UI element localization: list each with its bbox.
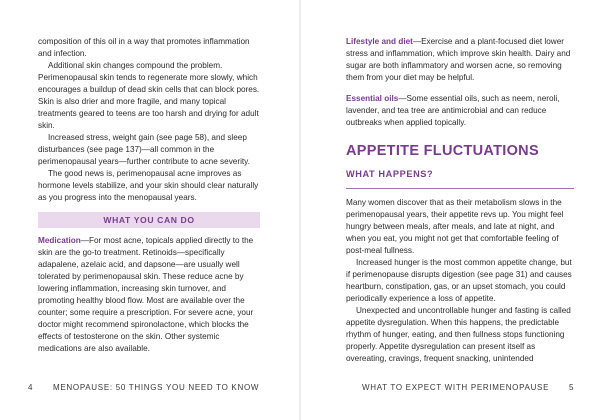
right-page (346, 36, 574, 365)
page-gutter (299, 0, 301, 420)
medication-lead: Medication (38, 236, 81, 245)
right-paragraph-2: Increased hunger is the most common appetite change, but if perimenopause disrupts digestion (see page 31) and causes heartburn, constipation, gas, or an upset stomach, you could periodically experience a loss of appetite. (346, 258, 572, 303)
right-page-number: 5 (569, 383, 575, 392)
lifestyle-text: —Exercise and a plant-focused diet lower stress and inflammation, which improve skin health. Dairy and sugar are both inflammatory and worsen acne, so removing them from your diet may be helpful. (346, 37, 571, 82)
left-paragraph-1: composition of this oil in a way that promotes inflammation and infection. (38, 37, 250, 58)
left-paragraph-3: Increased stress, weight gain (see page 58), and sleep disturbances (see page 137)—all common in the perimenopausal years—further contribute to acne severity. (38, 133, 250, 166)
left-page-number: 4 (28, 383, 34, 392)
left-footer (28, 383, 259, 392)
oils-text: —Some essential oils, such as neem, neroli, lavender, and tea tree are antimicrobial and can reduce outbreaks when applied topically. (346, 94, 560, 127)
what-you-can-do-heading-box (38, 212, 260, 228)
lifestyle-lead: Lifestyle and diet (346, 37, 413, 46)
lifestyle-paragraph (346, 36, 574, 84)
oils-paragraph (346, 93, 574, 129)
what-you-can-do-heading: WHAT YOU CAN DO (103, 215, 195, 225)
medication-text: —For most acne, topicals applied directly to the skin are the go-to treatment. Retinoids—specifically adapalene, azelaic acid, and dapsone—are usually well tolerated by perimenopausal skin. These reduce acne by lowering inflammation, increasing skin turnover, and promoting healthy blood flow. Most are available over the counter; some require a prescription. For severe acne, your doctor might recommend spironolactone, which blocks the effects of testosterone on the skin. Other systemic medications are also available. (38, 236, 254, 353)
subheading-rule (346, 188, 574, 189)
section-heading: APPETITE FLUCTUATIONS (346, 143, 539, 159)
left-running-title: MENOPAUSE: 50 THINGS YOU NEED TO KNOW (53, 383, 260, 392)
medication-paragraph (38, 235, 260, 355)
left-paragraph-2: Additional skin changes compound the problem. Perimenopausal skin tends to regenerate more slowly, which encourages a buildup of dead skin cells that can block pores. Skin is also drier and more fragile, and many topical treatments geared to teens are too harsh and drying for adult skin. (38, 61, 260, 130)
right-paragraph-1: Many women discover that as their metabolism slows in the perimenopausal years, their appetite revs up. You might feel hungry between meals, after meals, and late at night, and when you eat, you might not get that comfortable feeling of post-meal fullness. (346, 198, 564, 255)
subsection-heading: WHAT HAPPENS? (346, 169, 434, 179)
right-running-title: WHAT TO EXPECT WITH PERIMENOPAUSE (362, 383, 550, 392)
left-page (38, 36, 260, 355)
left-paragraph-4: The good news is, perimenopausal acne improves as hormone levels stabilize, and your skin should clear naturally as you progress into the menopausal years. (38, 169, 259, 202)
oils-lead: Essential oils (346, 94, 399, 103)
right-footer (362, 383, 574, 392)
right-paragraph-3: Unexpected and uncontrollable hunger and fasting is called appetite dysregulation. When this happens, the predictable rhythm of hunger, eating, and then fullness stops functioning properly. Appetite dysregulation can present itself as overeating, cravings, frequent snacking, unintended (346, 306, 571, 363)
